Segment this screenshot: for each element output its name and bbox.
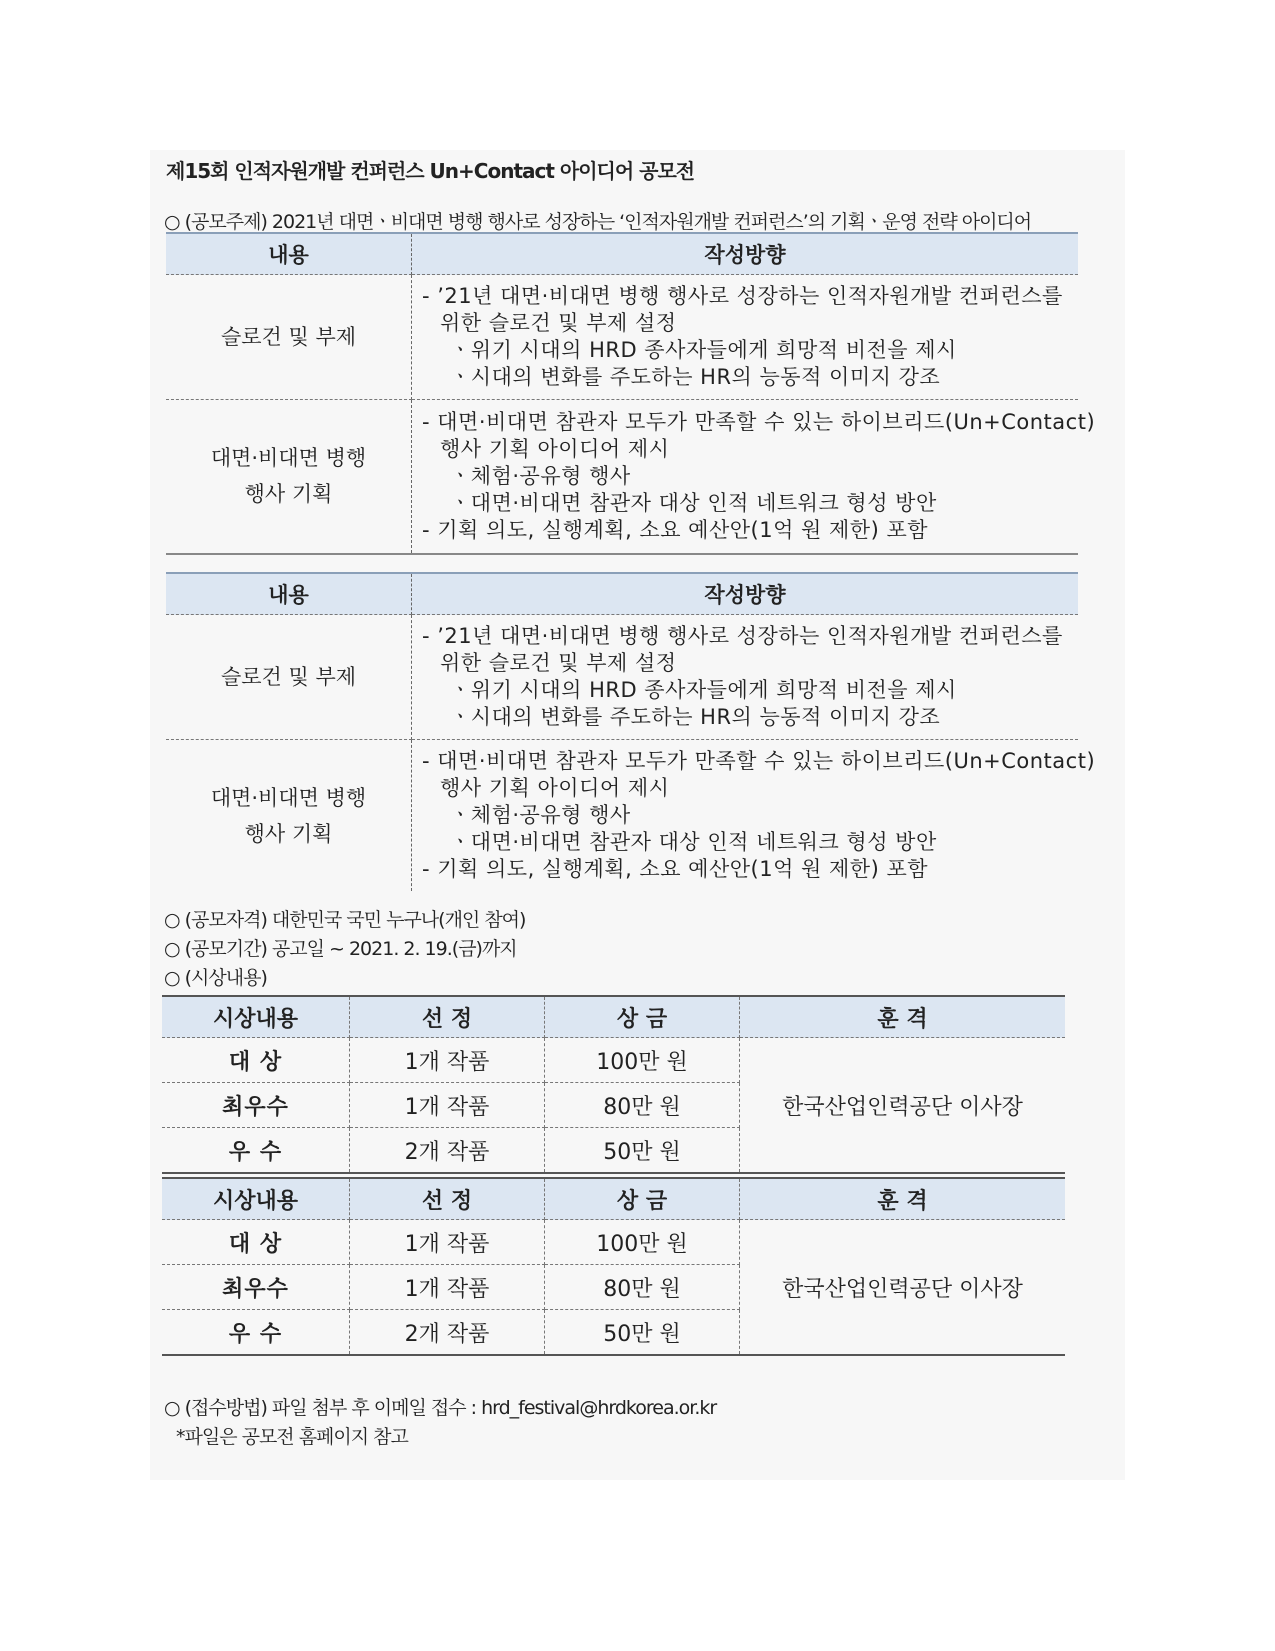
award-prize: 50만 원 <box>545 1310 740 1356</box>
header-prize: 상 금 <box>545 996 740 1038</box>
award-selection: 2개 작품 <box>350 1128 545 1174</box>
header-honor: 훈 격 <box>740 996 1066 1038</box>
award-name: 대 상 <box>162 1220 350 1265</box>
award-table-duplicate <box>162 1177 1065 1356</box>
award-name: 우 수 <box>162 1128 350 1174</box>
header-award: 시상내용 <box>162 1178 350 1220</box>
header-content: 내용 <box>166 233 412 275</box>
award-selection: 1개 작품 <box>350 1083 545 1128</box>
award-honor: 한국산업인력공단 이사장 <box>740 1038 1066 1174</box>
submission-line: ○ (접수방법) 파일 첨부 후 이메일 접수 : hrd_festival@hrdkorea.or.kr <box>164 1397 717 1419</box>
header-content: 내용 <box>166 573 412 615</box>
award-name: 최우수 <box>162 1083 350 1128</box>
row-label: 대면·비대면 병행 행사 기획 <box>166 400 412 554</box>
period-line: ○ (공모기간) 공고일 ~ 2021. 2. 19.(금)까지 <box>164 938 517 960</box>
row-label: 슬로건 및 부제 <box>166 615 412 740</box>
award-prize: 80만 원 <box>545 1265 740 1310</box>
content-table-duplicate <box>166 572 1096 891</box>
award-honor: 한국산업인력공단 이사장 <box>740 1220 1066 1356</box>
note-line: *파일은 공모전 홈페이지 참고 <box>176 1426 408 1448</box>
award-selection: 1개 작품 <box>350 1220 545 1265</box>
header-selection: 선 정 <box>350 1178 545 1220</box>
header-honor: 훈 격 <box>740 1178 1066 1220</box>
award-prize: 50만 원 <box>545 1128 740 1174</box>
row-description: - ’21년 대면·비대면 병행 행사로 성장하는 인적자원개발 컨퍼런스를 위한 슬로건 및 부제 설정 ㆍ위기 시대의 HRD 종사자들에게 희망적 비전을 제시 ㆍ시대의 변화를 주도하는 HR의 능동적 이미지 강조 <box>412 615 1079 740</box>
row-description: - 대면·비대면 참관자 모두가 만족할 수 있는 하이브리드(Un+Contact) 행사 기획 아이디어 제시 ㆍ체험·공유형 행사 ㆍ대면·비대면 참관자 대상 인적 네트워크 형성 방안 - 기획 의도, 실행계획, 소요 예산안(1억 원 제한) 포함 <box>422 749 1096 881</box>
header-award: 시상내용 <box>162 996 350 1038</box>
award-selection: 1개 작품 <box>350 1038 545 1083</box>
eligibility-line: ○ (공모자격) 대한민국 국민 누구나(개인 참여) <box>164 909 526 931</box>
row-label: 슬로건 및 부제 <box>166 275 412 400</box>
award-prize: 100만 원 <box>545 1038 740 1083</box>
row-description: - 대면·비대면 참관자 모두가 만족할 수 있는 하이브리드(Un+Contact) 행사 기획 아이디어 제시 ㆍ체험·공유형 행사 ㆍ대면·비대면 참관자 대상 인적 네트워크 형성 방안 - 기획 의도, 실행계획, 소요 예산안(1억 원 제한) 포함 <box>412 400 1079 554</box>
award-table <box>162 995 1065 1174</box>
document-title: 제15회 인적자원개발 컨퍼런스 Un+Contact 아이디어 공모전 <box>166 159 695 183</box>
header-direction: 작성방향 <box>412 233 1079 275</box>
header-selection: 선 정 <box>350 996 545 1038</box>
award-selection: 2개 작품 <box>350 1310 545 1356</box>
award-name: 대 상 <box>162 1038 350 1083</box>
topic-line: ○ (공모주제) 2021년 대면ㆍ비대면 병행 행사로 성장하는 ‘인적자원개발 컨퍼런스’의 기획ㆍ운영 전략 아이디어 <box>164 211 1032 233</box>
header-direction: 작성방향 <box>412 573 1079 615</box>
awards-line: ○ (시상내용) <box>164 967 267 989</box>
award-prize: 100만 원 <box>545 1220 740 1265</box>
award-selection: 1개 작품 <box>350 1265 545 1310</box>
row-description: - ’21년 대면·비대면 병행 행사로 성장하는 인적자원개발 컨퍼런스를 위한 슬로건 및 부제 설정 ㆍ위기 시대의 HRD 종사자들에게 희망적 비전을 제시 ㆍ시대의 변화를 주도하는 HR의 능동적 이미지 강조 <box>412 275 1079 400</box>
row-label: 대면·비대면 병행 행사 기획 <box>166 740 412 892</box>
content-table <box>166 232 1096 555</box>
award-name: 최우수 <box>162 1265 350 1310</box>
award-prize: 80만 원 <box>545 1083 740 1128</box>
award-name: 우 수 <box>162 1310 350 1356</box>
header-prize: 상 금 <box>545 1178 740 1220</box>
